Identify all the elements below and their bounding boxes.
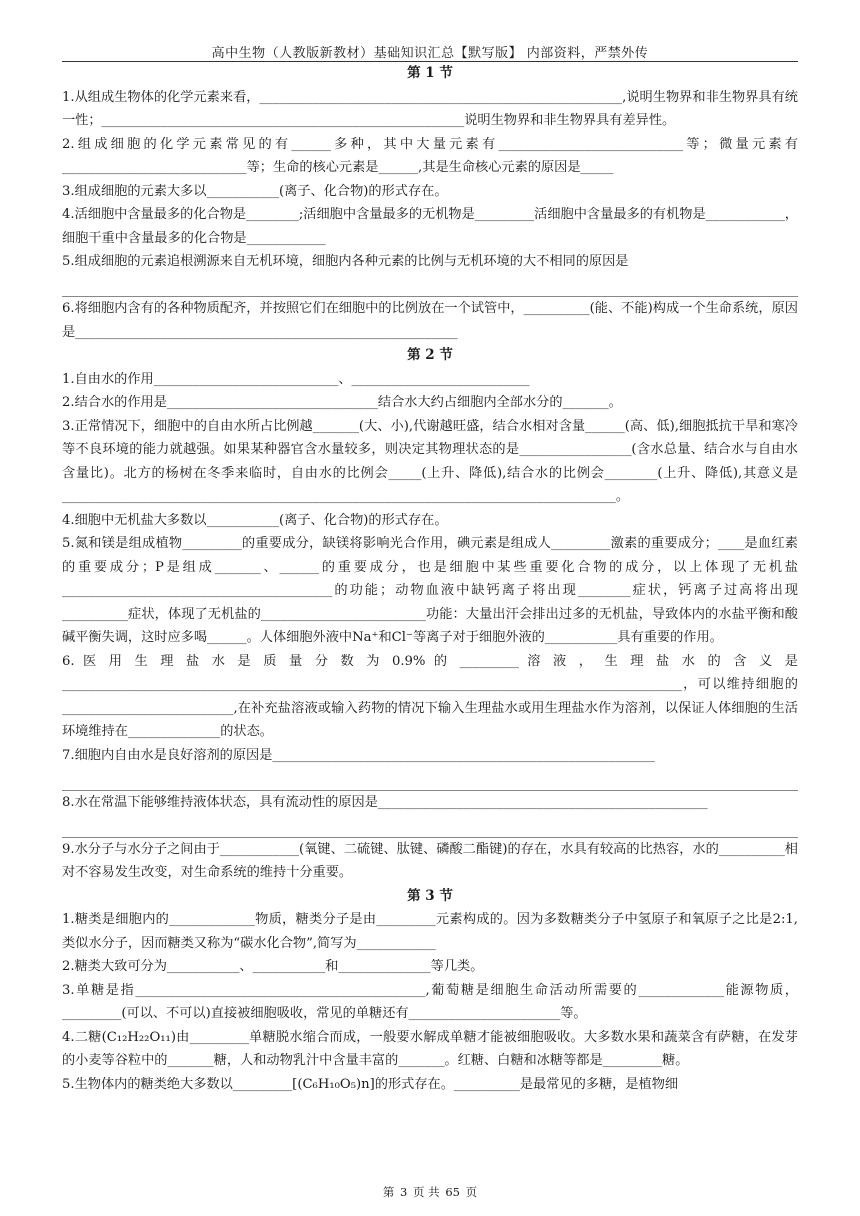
- footer-mid: 页 共: [413, 1185, 440, 1199]
- question-item: 4.二糖(C₁₂H₂₂O₁₁)由_________单糖脱水缩合而成，一般要水解成单糖才能被细胞吸收。大多数水果和蔬菜含有萨糖，在发芽的小麦等谷粒中的_______糖，人和动物乳汁中含量丰富的_______。红糖、白糖和冰糖等都是_________糖。: [62, 1029, 798, 1068]
- question-item: 9.水分子与水分子之间由于____________(氧键、二硫键、肽键、磷酸二酯键)的存在，水具有较高的比热容，水的__________相对不容易发生改变，对生命系统的维持十分重要。: [62, 841, 798, 880]
- question-item: 5.组成细胞的元素追根溯源来自无机环境，细胞内各种元素的比例与无机环境的大不相同的原因是: [62, 254, 629, 269]
- footer-page-number: 3: [400, 1185, 408, 1199]
- section-title: 第 2 节: [407, 347, 453, 363]
- question-item: 2.组成细胞的化学元素常见的有______多种，其中大量元素有____________________________等；微量元素有____________________________等；生命的核心元素是______,其是生命核心元素的原因是_____: [62, 136, 798, 175]
- document-body: [62, 62, 798, 1096]
- section-title: 第 3 节: [407, 887, 453, 904]
- question-item: 3.组成细胞的元素大多以___________(离子、化合物)的形式存在。: [62, 183, 448, 199]
- question-item: 1.糖类是细胞内的_____________物质，糖类分子是由_________元素构成的。因为多数糖类分子中氢原子和氧原子之比是2:1,类似水分子，因而糖类又称为“碳水化合物”,简写为____________: [62, 912, 798, 951]
- question-item: 4.细胞中无机盐大多数以___________(离子、化合物)的形式存在。: [62, 512, 448, 528]
- page-header: 高中生物（人教版新教材）基础知识汇总【默写版】 内部资料，严禁外传: [211, 46, 649, 61]
- question-item: 6.将细胞内含有的各种物质配齐，并按照它们在细胞中的比例放在一个试管中，__________(能、不能)构成一个生命系统，原因是__________________________________________________________: [62, 301, 798, 340]
- question-item: 4.活细胞中含量最多的化合物是________;活细胞中含量最多的无机物是_________活细胞中含量最多的有机物是____________，细胞干重中含量最多的化合物是____________: [62, 207, 798, 246]
- question-item: 5.生物体内的糖类绝大多数以_________[(C₆H₁₀O₅)n]的形式存在。__________是最常见的多糖，是植物细: [62, 1076, 679, 1092]
- answer-blank-line: [62, 767, 798, 791]
- answer-blank-line: [62, 274, 798, 298]
- question-item: 2.糖类大致可分为___________、___________和______________等几类。: [62, 959, 484, 974]
- question-item: 1.自由水的作用____________________________、___________________________: [62, 371, 530, 387]
- footer-total-pages: 65: [445, 1185, 460, 1199]
- question-item: 6. 医 用 生 理 盐 水 是 质 量 分 数 为 0.9% 的 _________ 溶 液 ， 生 理 盐 水 的 含 义 是 ______________________________________________________________________________________________，可以维持细胞的__________________________,在补充盐溶液或输入药物的情况下输入生理盐水或用生理盐水作为溶剂，以保证人体细胞的生活环境维持在______________的状态。: [62, 653, 798, 739]
- question-item: 5.氮和镁是组成植物_________的重要成分，缺镁将影响光合作用，碘元素是组成人_________激素的重要成分；____是血红素的重要成分；P是组成_______、______的重要成分，也是细胞中某些重要化合物的成分，以上体现了无机盐_________________________________________的功能；动物血液中缺钙离子将出现________症状，钙离子过高将出现__________症状，体现了无机盐的_________________________功能：大量出汗会排出过多的无机盐，导致体内的水盐平衡和酸碱平衡失调，这时应多喝______。人体细胞外液中Na⁺和Cl⁻等离子对于细胞外液的___________具有重要的作用。: [62, 536, 798, 645]
- question-item: 2.结合水的作用是________________________________结合水大约占细胞内全部水分的_______。: [62, 395, 622, 410]
- question-item: 3.正常情况下，细胞中的自由水所占比例越_______(大、小),代谢越旺盛，结合水相对含量______(高、低),细胞抵抗干旱和寒冷等不良环境的能力就越强。如果某种器官含水量较多，则决定其物理状态的是_________________(含水总量、结合水与自由水含量比)。北方的杨树在冬季来临时，自由水的比例会_____(上升、降低),结合水的比例会________(上升、降低),其意义是____________________________________________________________________________________。: [62, 418, 798, 504]
- question-item: 8.水在常温下能够维持液体状态，具有流动性的原因是__________________________________________________: [62, 794, 708, 810]
- footer-prefix: 第: [382, 1185, 395, 1199]
- footer-suffix: 页: [465, 1185, 478, 1199]
- answer-blank-line: [62, 814, 798, 838]
- question-item: 1.从组成生物体的化学元素来看，_______________________________________________________,说明生物界和非生物界具有统一性；_______________________________________________________说明生物界和非生物界具有差异性。: [62, 89, 798, 128]
- question-item: 3.单糖是指____________________________________________,葡萄糖是细胞生命活动所需要的_____________能源物质，_________(可以、不可以)直接被细胞吸收，常见的单糖还有_______________________等。: [62, 982, 798, 1021]
- page-footer: [0, 1184, 860, 1200]
- question-item: 7.细胞内自由水是良好溶剂的原因是__________________________________________________________: [62, 747, 655, 763]
- section-title: 第 1 节: [407, 65, 453, 81]
